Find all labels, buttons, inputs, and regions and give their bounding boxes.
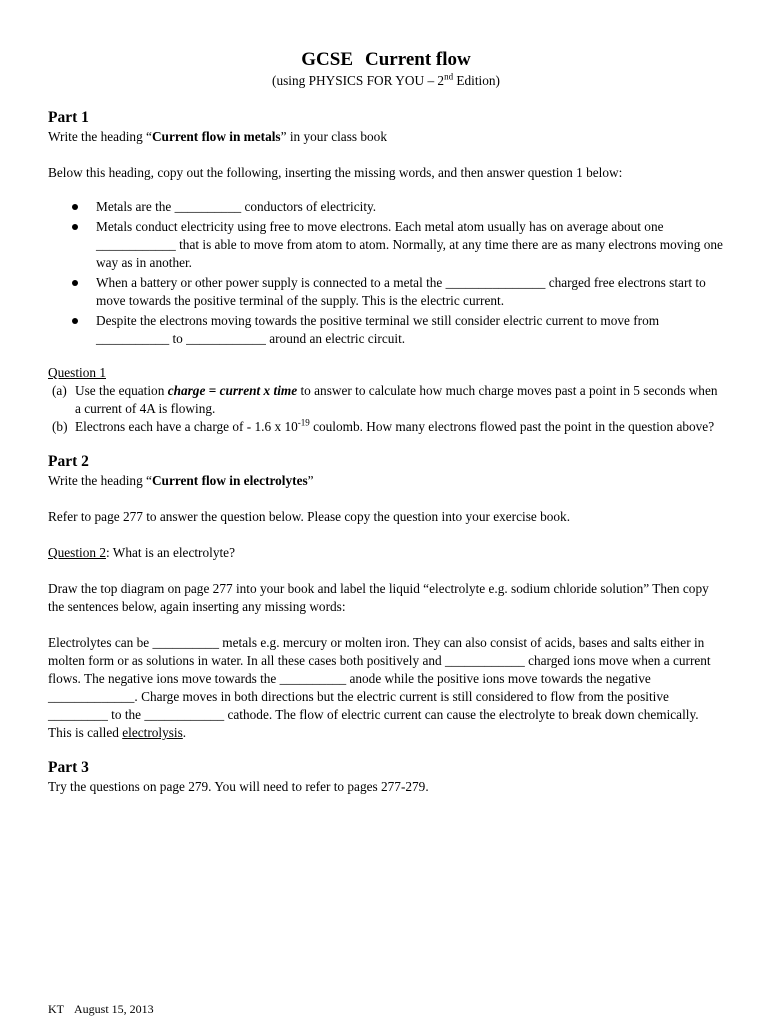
footer-date: August 15, 2013 — [74, 1002, 154, 1016]
sentence-end: . — [182, 725, 187, 740]
document-page — [48, 48, 724, 796]
question1-list — [48, 382, 724, 436]
subtitle-edition: Edition) — [453, 73, 500, 88]
part2-instruction-post: ” — [307, 473, 314, 488]
bullet-text: When a battery or other power supply is connected to a metal the _______________ charged free electrons start to move towards the positive terminal of the supply. This is the electric current. — [96, 275, 706, 308]
part1-instruction-post: ” in your class book — [280, 129, 387, 144]
question-text: Electrons each have a charge of - 1.6 x 10 — [75, 419, 298, 434]
bullet-icon — [72, 204, 78, 210]
question-label: (a) — [52, 383, 67, 398]
question2-label: Question 2 — [48, 545, 106, 560]
electrolytes-paragraph — [48, 634, 724, 742]
page-subtitle — [48, 72, 724, 90]
subtitle-superscript: nd — [444, 71, 454, 82]
footer — [48, 1000, 154, 1018]
part1-instruction — [48, 128, 724, 146]
title-topic: Current flow — [365, 49, 471, 70]
part3-text: Try the questions on page 279. You will need to refer to pages 277-279. — [48, 779, 429, 794]
page-title — [48, 48, 724, 72]
question-text: Use the equation — [75, 383, 168, 398]
bullet-icon — [72, 224, 78, 230]
electrolysis-term: electrolysis — [122, 725, 183, 740]
list-item — [48, 218, 724, 272]
part2-heading-name: Current flow in electrolytes — [151, 473, 308, 488]
bullet-text: Despite the electrons moving towards the positive terminal we still consider electric current to move from ___________ to ____________ around an electric circuit. — [96, 313, 660, 346]
question-text: to answer to calculate how much charge moves past a point in 5 seconds when a current of 4A is flowing. — [75, 383, 718, 416]
list-item — [48, 198, 724, 216]
bullet-icon — [72, 280, 78, 286]
part2-heading: Part 2 — [48, 453, 89, 470]
part2-draw-instruction: Draw the top diagram on page 277 into your book and label the liquid “electrolyte e.g. sodium chloride solution” Then copy the sentences below, again inserting any missing words: — [48, 581, 709, 614]
question2-text: : What is an electrolyte? — [106, 545, 235, 560]
subtitle-text: (using PHYSICS FOR YOU – 2 — [272, 73, 445, 88]
question1-part-a — [48, 382, 724, 418]
question-label: (b) — [52, 419, 68, 434]
part1-bullet-list — [48, 198, 724, 348]
part1-heading-name: Current flow in metals — [151, 129, 281, 144]
part2-instruction — [48, 472, 724, 490]
footer-initials: KT — [48, 1002, 64, 1016]
list-item — [48, 274, 724, 310]
bullet-text: Metals are the __________ conductors of electricity. — [96, 199, 377, 214]
bullet-icon — [72, 318, 78, 324]
part1-instruction-pre: Write the heading “ — [48, 129, 152, 144]
part1-intro: Below this heading, copy out the following, inserting the missing words, and then answer question 1 below: — [48, 165, 623, 180]
list-item — [48, 312, 724, 348]
question1-title: Question 1 — [48, 365, 106, 380]
question2 — [48, 544, 724, 562]
exponent: -19 — [297, 417, 310, 428]
question-text: coulomb. How many electrons flowed past the point in the question above? — [309, 419, 715, 434]
electrolytes-text: Electrolytes can be __________ metals e.g. mercury or molten iron. They can also consist of acids, bases and salts either in molten form or as solutions in water. In all these cases both positively and ____________ charged ions move when a current flows. The negative ions move towards the __________ anode while the positive ions move towards the negative _____________. Charge moves in both directions but the electric current is still considered to flow from the positive _________ to the ____________ cathode. The flow of electric current can cause the electrolyte to break down chemically. This is called — [48, 635, 711, 740]
equation-text: charge = current x time — [167, 383, 298, 398]
part1-heading: Part 1 — [48, 109, 89, 126]
part2-refer: Refer to page 277 to answer the question below. Please copy the question into your exercise book. — [48, 509, 571, 524]
part3-heading: Part 3 — [48, 759, 89, 776]
title-gcse: GCSE — [301, 49, 354, 70]
bullet-text: Metals conduct electricity using free to move electrons. Each metal atom usually has on average about one ____________ that is able to move from atom to atom. Normally, at any time there are as many electrons moving one way as in another. — [96, 219, 723, 270]
part2-instruction-pre: Write the heading “ — [48, 473, 152, 488]
question1-part-b — [48, 418, 724, 436]
